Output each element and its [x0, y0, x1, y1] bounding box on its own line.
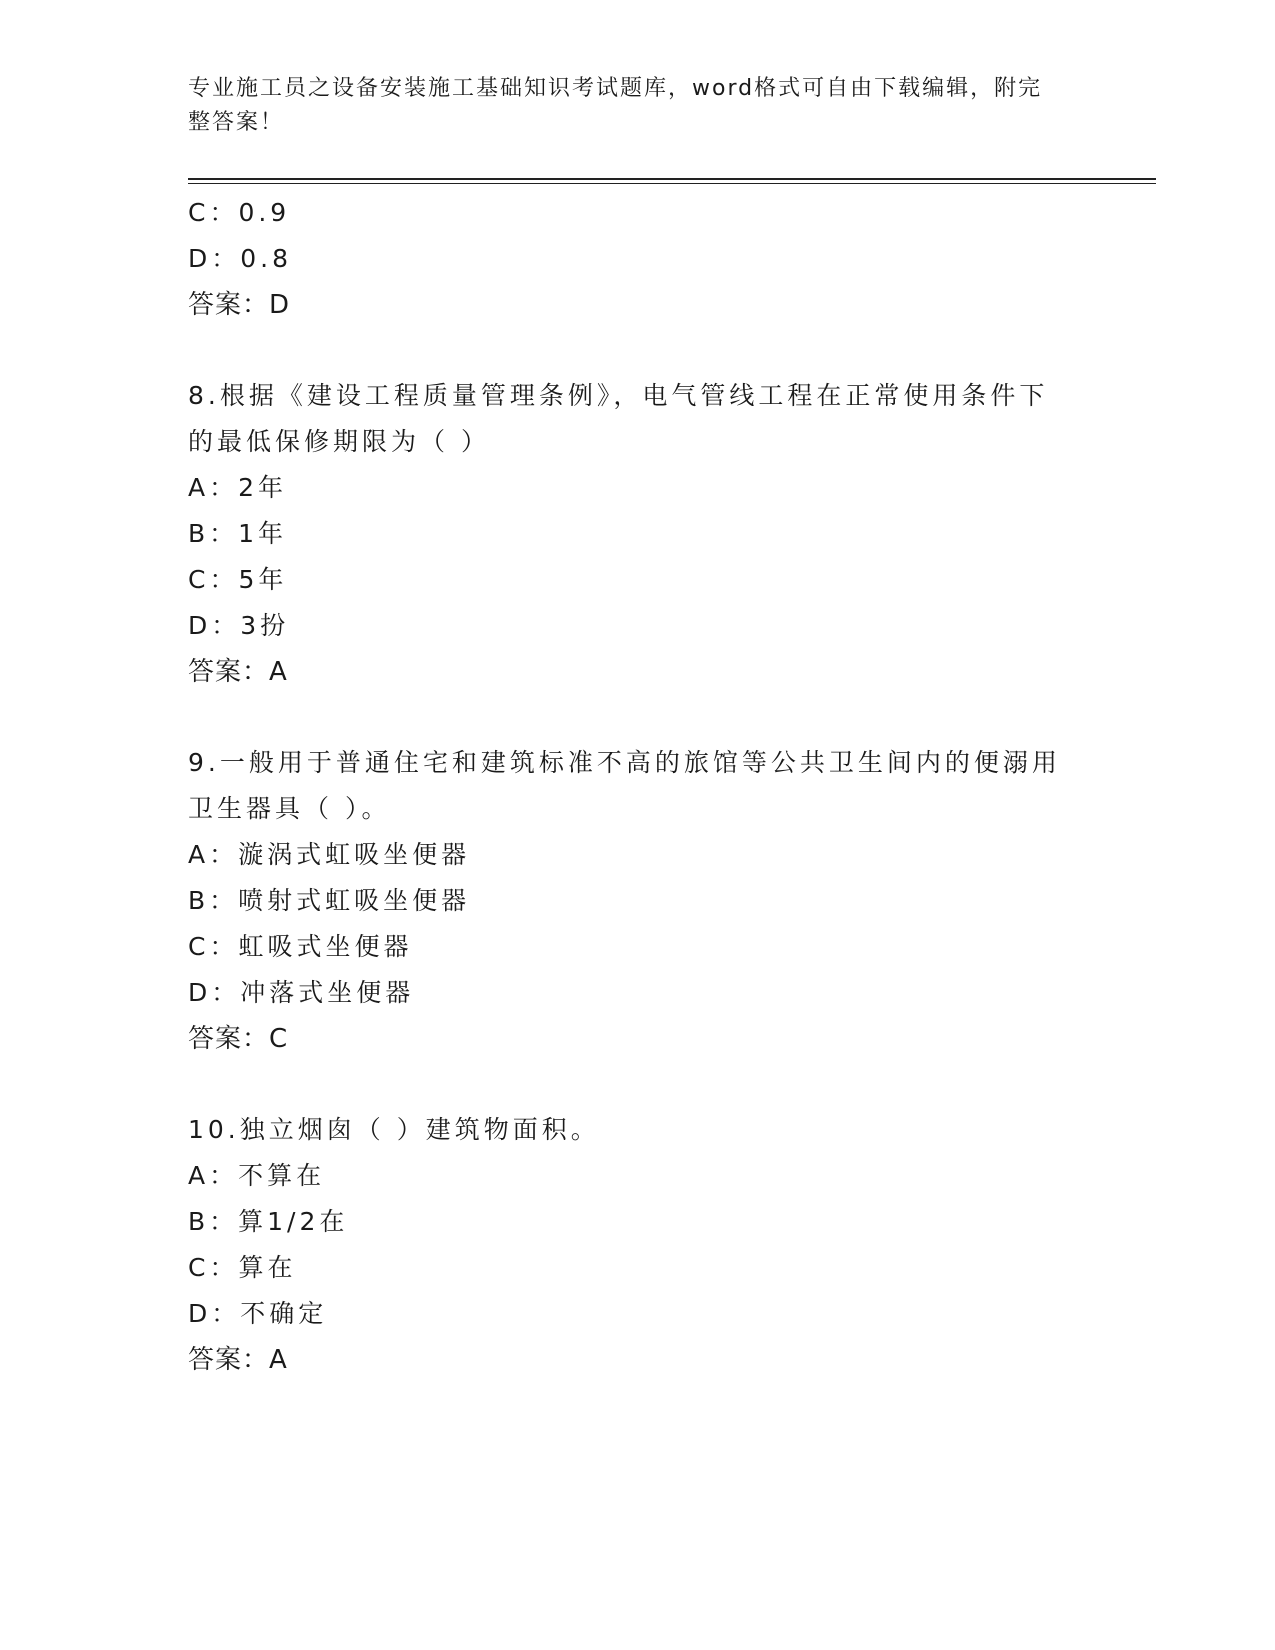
- question-8: [188, 373, 1088, 695]
- question-stem-cont: 的最低保修期限为（ ）: [188, 427, 490, 456]
- answer: 答案：A: [188, 1345, 288, 1375]
- spacer: [188, 695, 1088, 740]
- option-c: C：0.9: [188, 198, 291, 227]
- question-stem-cont: 卫生器具（ ）。: [188, 794, 391, 823]
- answer: 答案：D: [188, 290, 291, 320]
- option-d: D：不确定: [188, 1299, 328, 1328]
- option-a: A：不算在: [188, 1161, 326, 1190]
- answer: 答案：C: [188, 1024, 289, 1054]
- option-a: A：漩涡式虹吸坐便器: [188, 840, 471, 869]
- header-line-2: 整答案！: [188, 110, 285, 135]
- document-body: [188, 190, 1088, 1383]
- option-d: D：3扮: [188, 611, 290, 640]
- option-d: D：冲落式坐便器: [188, 978, 415, 1007]
- document-header: [188, 72, 1068, 140]
- spacer: [188, 328, 1088, 373]
- option-c: C：虹吸式坐便器: [188, 932, 413, 961]
- question-9: [188, 740, 1088, 1062]
- option-b: B：喷射式虹吸坐便器: [188, 886, 471, 915]
- option-c: C：算在: [188, 1253, 297, 1282]
- spacer: [188, 1062, 1088, 1107]
- option-a: A：2年: [188, 473, 288, 502]
- header-divider-thin: [188, 183, 1156, 184]
- header-divider-thick: [188, 178, 1156, 180]
- option-b: B：1年: [188, 519, 288, 548]
- answer: 答案：A: [188, 657, 288, 687]
- header-line-1: 专业施工员之设备安装施工基础知识考试题库，word格式可自由下载编辑，附完: [188, 76, 1043, 101]
- question-stem: 10.独立烟囱（ ）建筑物面积。: [188, 1115, 600, 1144]
- question-stem: 9.一般用于普通住宅和建筑标准不高的旅馆等公共卫生间内的便溺用: [188, 748, 1061, 777]
- option-c: C：5年: [188, 565, 288, 594]
- question-10: [188, 1107, 1088, 1383]
- option-b: B：算1/2在: [188, 1207, 349, 1236]
- question-stem: 8.根据《建设工程质量管理条例》，电气管线工程在正常使用条件下: [188, 381, 1049, 410]
- option-d: D：0.8: [188, 244, 293, 273]
- question-7-tail: [188, 190, 1088, 328]
